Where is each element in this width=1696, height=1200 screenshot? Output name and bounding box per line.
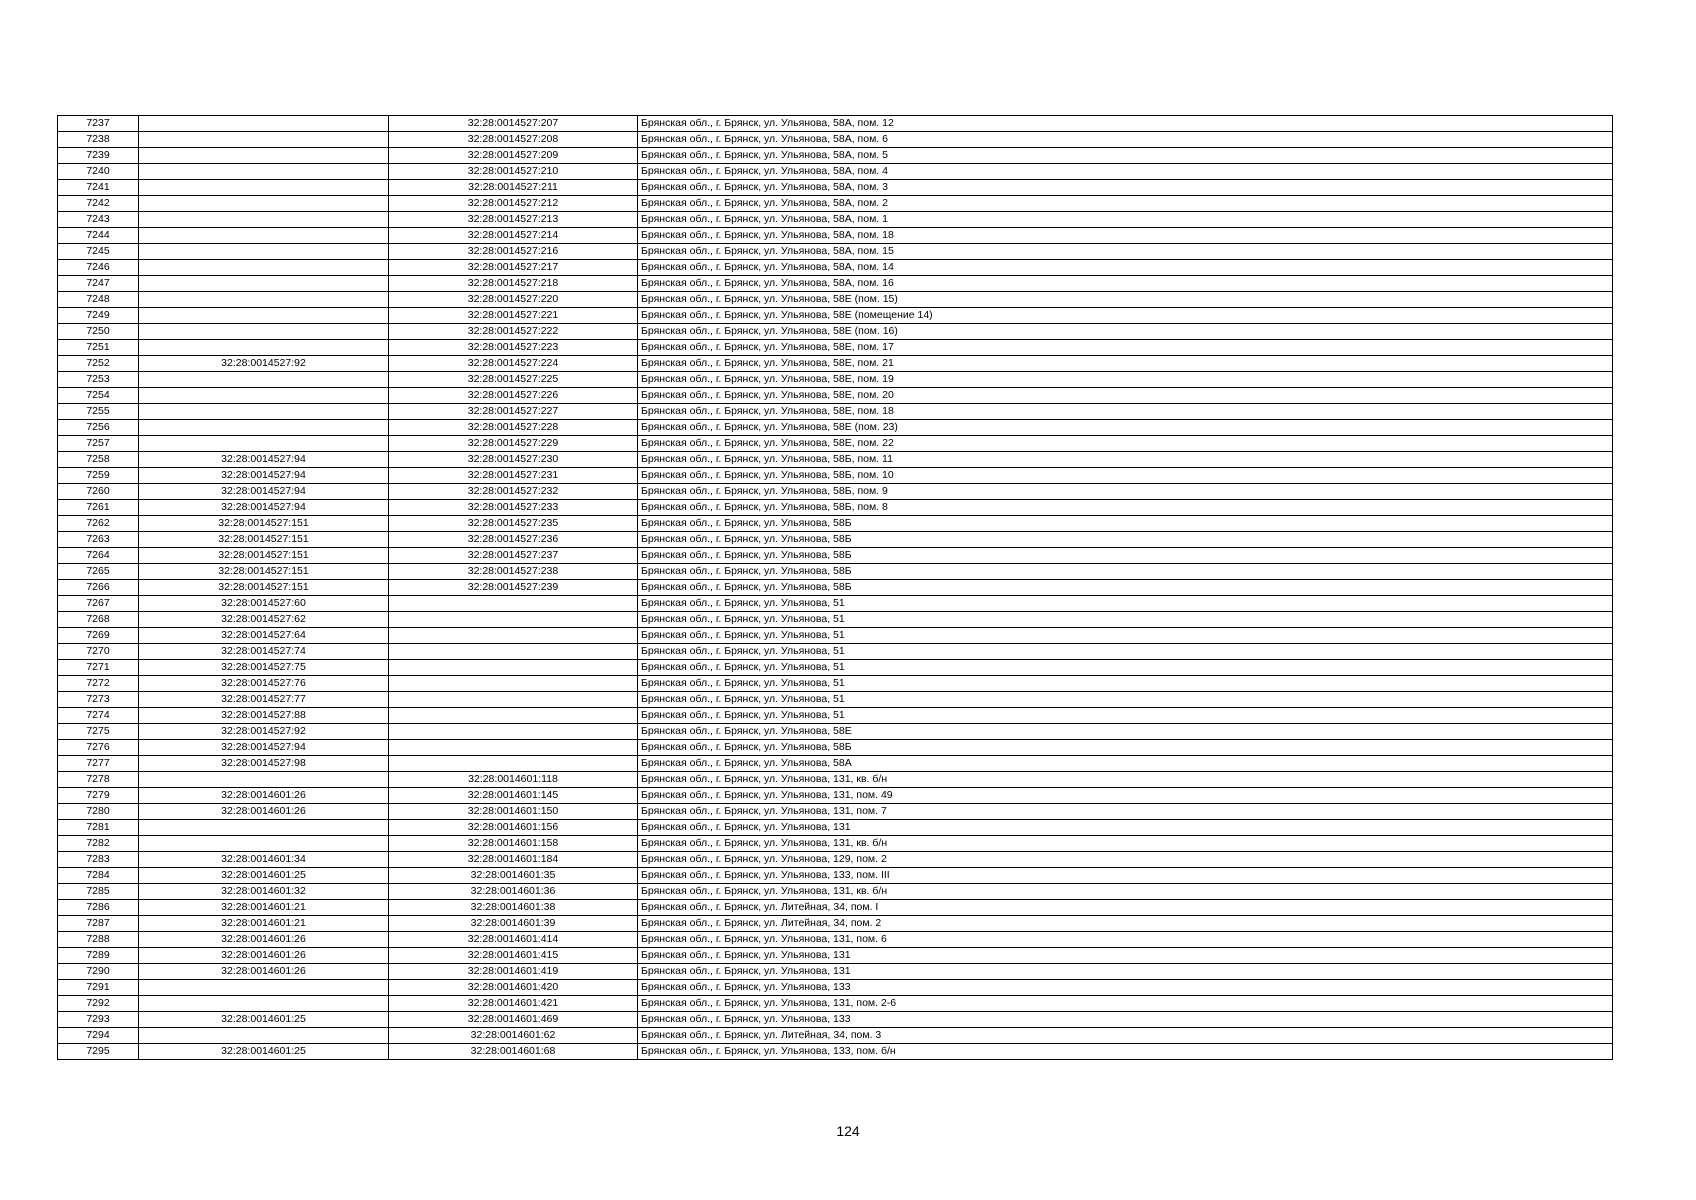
parcel-cadastral-number-cell: 32:28:0014527:151 xyxy=(139,548,389,564)
address-cell: Брянская обл., г. Брянск, ул. Ульянова, 58Е xyxy=(638,724,1613,740)
table-row xyxy=(58,260,1613,276)
row-number-cell: 7245 xyxy=(58,244,139,260)
parcel-cadastral-number-cell xyxy=(139,116,389,132)
table-row xyxy=(58,148,1613,164)
parcel-cadastral-number-cell xyxy=(139,244,389,260)
table-row xyxy=(58,292,1613,308)
object-cadastral-number-cell: 32:28:0014601:158 xyxy=(389,836,638,852)
address-cell: Брянская обл., г. Брянск, ул. Ульянова, 58А, пом. 12 xyxy=(638,116,1613,132)
object-cadastral-number-cell: 32:28:0014527:207 xyxy=(389,116,638,132)
table-row xyxy=(58,180,1613,196)
table-row xyxy=(58,116,1613,132)
row-number-cell: 7247 xyxy=(58,276,139,292)
address-cell: Брянская обл., г. Брянск, ул. Ульянова, 131 xyxy=(638,820,1613,836)
row-number-cell: 7248 xyxy=(58,292,139,308)
object-cadastral-number-cell: 32:28:0014527:229 xyxy=(389,436,638,452)
address-cell: Брянская обл., г. Брянск, ул. Ульянова, 58Б xyxy=(638,516,1613,532)
parcel-cadastral-number-cell: 32:28:0014601:21 xyxy=(139,916,389,932)
row-number-cell: 7261 xyxy=(58,500,139,516)
address-cell: Брянская обл., г. Брянск, ул. Ульянова, 58Б xyxy=(638,548,1613,564)
address-cell: Брянская обл., г. Брянск, ул. Ульянова, 129, пом. 2 xyxy=(638,852,1613,868)
object-cadastral-number-cell: 32:28:0014601:150 xyxy=(389,804,638,820)
address-cell: Брянская обл., г. Брянск, ул. Ульянова, 58А, пом. 16 xyxy=(638,276,1613,292)
parcel-cadastral-number-cell xyxy=(139,388,389,404)
table-row xyxy=(58,228,1613,244)
object-cadastral-number-cell: 32:28:0014527:225 xyxy=(389,372,638,388)
object-cadastral-number-cell: 32:28:0014527:210 xyxy=(389,164,638,180)
object-cadastral-number-cell: 32:28:0014527:227 xyxy=(389,404,638,420)
address-cell: Брянская обл., г. Брянск, ул. Ульянова, 58А xyxy=(638,756,1613,772)
parcel-cadastral-number-cell: 32:28:0014601:26 xyxy=(139,932,389,948)
object-cadastral-number-cell: 32:28:0014527:226 xyxy=(389,388,638,404)
address-cell: Брянская обл., г. Брянск, ул. Ульянова, 131, пом. 49 xyxy=(638,788,1613,804)
address-cell: Брянская обл., г. Брянск, ул. Ульянова, 58Б, пом. 11 xyxy=(638,452,1613,468)
row-number-cell: 7257 xyxy=(58,436,139,452)
table-row xyxy=(58,196,1613,212)
parcel-cadastral-number-cell: 32:28:0014527:94 xyxy=(139,468,389,484)
address-cell: Брянская обл., г. Брянск, ул. Ульянова, 58Е (пом. 16) xyxy=(638,324,1613,340)
address-cell: Брянская обл., г. Брянск, ул. Литейная, 34, пом. I xyxy=(638,900,1613,916)
parcel-cadastral-number-cell: 32:28:0014527:92 xyxy=(139,356,389,372)
row-number-cell: 7266 xyxy=(58,580,139,596)
table-row xyxy=(58,788,1613,804)
object-cadastral-number-cell: 32:28:0014527:233 xyxy=(389,500,638,516)
address-cell: Брянская обл., г. Брянск, ул. Ульянова, 58Е, пом. 21 xyxy=(638,356,1613,372)
row-number-cell: 7243 xyxy=(58,212,139,228)
table-row xyxy=(58,644,1613,660)
object-cadastral-number-cell xyxy=(389,612,638,628)
table-row xyxy=(58,708,1613,724)
object-cadastral-number-cell: 32:28:0014527:213 xyxy=(389,212,638,228)
parcel-cadastral-number-cell xyxy=(139,324,389,340)
address-cell: Брянская обл., г. Брянск, ул. Ульянова, 58А, пом. 6 xyxy=(638,132,1613,148)
parcel-cadastral-number-cell: 32:28:0014601:25 xyxy=(139,1044,389,1060)
row-number-cell: 7280 xyxy=(58,804,139,820)
parcel-cadastral-number-cell: 32:28:0014601:34 xyxy=(139,852,389,868)
row-number-cell: 7252 xyxy=(58,356,139,372)
object-cadastral-number-cell: 32:28:0014527:212 xyxy=(389,196,638,212)
address-cell: Брянская обл., г. Брянск, ул. Ульянова, 58Е (пом. 23) xyxy=(638,420,1613,436)
object-cadastral-number-cell: 32:28:0014601:36 xyxy=(389,884,638,900)
address-cell: Брянская обл., г. Брянск, ул. Ульянова, 58Е (помещение 14) xyxy=(638,308,1613,324)
address-cell: Брянская обл., г. Брянск, ул. Ульянова, 58Б xyxy=(638,740,1613,756)
row-number-cell: 7240 xyxy=(58,164,139,180)
object-cadastral-number-cell xyxy=(389,644,638,660)
table-row xyxy=(58,580,1613,596)
object-cadastral-number-cell: 32:28:0014601:68 xyxy=(389,1044,638,1060)
address-cell: Брянская обл., г. Брянск, ул. Ульянова, 58Б xyxy=(638,532,1613,548)
address-cell: Брянская обл., г. Брянск, ул. Ульянова, 58Б, пом. 8 xyxy=(638,500,1613,516)
address-cell: Брянская обл., г. Брянск, ул. Литейная, 34, пом. 3 xyxy=(638,1028,1613,1044)
address-cell: Брянская обл., г. Брянск, ул. Ульянова, 131 xyxy=(638,948,1613,964)
address-cell: Брянская обл., г. Брянск, ул. Ульянова, 133, пом. III xyxy=(638,868,1613,884)
object-cadastral-number-cell xyxy=(389,660,638,676)
object-cadastral-number-cell: 32:28:0014527:223 xyxy=(389,340,638,356)
parcel-cadastral-number-cell xyxy=(139,420,389,436)
row-number-cell: 7262 xyxy=(58,516,139,532)
parcel-cadastral-number-cell: 32:28:0014527:77 xyxy=(139,692,389,708)
row-number-cell: 7270 xyxy=(58,644,139,660)
address-cell: Брянская обл., г. Брянск, ул. Ульянова, 58Е, пом. 17 xyxy=(638,340,1613,356)
parcel-cadastral-number-cell xyxy=(139,772,389,788)
parcel-cadastral-number-cell xyxy=(139,148,389,164)
parcel-cadastral-number-cell xyxy=(139,164,389,180)
row-number-cell: 7238 xyxy=(58,132,139,148)
row-number-cell: 7258 xyxy=(58,452,139,468)
table-row xyxy=(58,452,1613,468)
table-row xyxy=(58,676,1613,692)
row-number-cell: 7255 xyxy=(58,404,139,420)
parcel-cadastral-number-cell: 32:28:0014601:21 xyxy=(139,900,389,916)
row-number-cell: 7291 xyxy=(58,980,139,996)
object-cadastral-number-cell: 32:28:0014527:231 xyxy=(389,468,638,484)
parcel-cadastral-number-cell: 32:28:0014527:76 xyxy=(139,676,389,692)
object-cadastral-number-cell: 32:28:0014527:220 xyxy=(389,292,638,308)
row-number-cell: 7275 xyxy=(58,724,139,740)
parcel-cadastral-number-cell: 32:28:0014527:88 xyxy=(139,708,389,724)
table-row xyxy=(58,484,1613,500)
object-cadastral-number-cell: 32:28:0014527:222 xyxy=(389,324,638,340)
table-row xyxy=(58,1012,1613,1028)
table-row xyxy=(58,596,1613,612)
object-cadastral-number-cell: 32:28:0014601:420 xyxy=(389,980,638,996)
parcel-cadastral-number-cell xyxy=(139,372,389,388)
row-number-cell: 7244 xyxy=(58,228,139,244)
table-row xyxy=(58,372,1613,388)
row-number-cell: 7239 xyxy=(58,148,139,164)
address-cell: Брянская обл., г. Брянск, ул. Ульянова, 51 xyxy=(638,628,1613,644)
object-cadastral-number-cell: 32:28:0014527:232 xyxy=(389,484,638,500)
table-row xyxy=(58,612,1613,628)
parcel-cadastral-number-cell: 32:28:0014601:32 xyxy=(139,884,389,900)
address-cell: Брянская обл., г. Брянск, ул. Ульянова, 58А, пом. 18 xyxy=(638,228,1613,244)
parcel-cadastral-number-cell xyxy=(139,196,389,212)
row-number-cell: 7271 xyxy=(58,660,139,676)
row-number-cell: 7265 xyxy=(58,564,139,580)
table-row xyxy=(58,660,1613,676)
table-row xyxy=(58,868,1613,884)
address-cell: Брянская обл., г. Брянск, ул. Ульянова, 131, кв. б/н xyxy=(638,836,1613,852)
table-row xyxy=(58,516,1613,532)
address-cell: Брянская обл., г. Брянск, ул. Ульянова, 51 xyxy=(638,692,1613,708)
object-cadastral-number-cell: 32:28:0014527:228 xyxy=(389,420,638,436)
parcel-cadastral-number-cell xyxy=(139,308,389,324)
table-row xyxy=(58,468,1613,484)
object-cadastral-number-cell: 32:28:0014527:221 xyxy=(389,308,638,324)
table-row xyxy=(58,548,1613,564)
row-number-cell: 7264 xyxy=(58,548,139,564)
row-number-cell: 7294 xyxy=(58,1028,139,1044)
table-row xyxy=(58,740,1613,756)
row-number-cell: 7260 xyxy=(58,484,139,500)
address-cell: Брянская обл., г. Брянск, ул. Ульянова, 58Е, пом. 20 xyxy=(638,388,1613,404)
parcel-cadastral-number-cell: 32:28:0014527:92 xyxy=(139,724,389,740)
parcel-cadastral-number-cell xyxy=(139,436,389,452)
object-cadastral-number-cell xyxy=(389,676,638,692)
parcel-cadastral-number-cell: 32:28:0014527:151 xyxy=(139,516,389,532)
parcel-cadastral-number-cell: 32:28:0014601:26 xyxy=(139,804,389,820)
object-cadastral-number-cell: 32:28:0014527:217 xyxy=(389,260,638,276)
address-cell: Брянская обл., г. Брянск, ул. Ульянова, 58А, пом. 2 xyxy=(638,196,1613,212)
address-cell: Брянская обл., г. Брянск, ул. Ульянова, 58А, пом. 15 xyxy=(638,244,1613,260)
address-cell: Брянская обл., г. Брянск, ул. Ульянова, 58А, пом. 4 xyxy=(638,164,1613,180)
parcel-cadastral-number-cell xyxy=(139,980,389,996)
object-cadastral-number-cell xyxy=(389,692,638,708)
object-cadastral-number-cell: 32:28:0014601:156 xyxy=(389,820,638,836)
address-cell: Брянская обл., г. Брянск, ул. Ульянова, 58Е, пом. 22 xyxy=(638,436,1613,452)
address-cell: Брянская обл., г. Брянск, ул. Ульянова, 51 xyxy=(638,708,1613,724)
row-number-cell: 7295 xyxy=(58,1044,139,1060)
object-cadastral-number-cell: 32:28:0014527:236 xyxy=(389,532,638,548)
table-row xyxy=(58,836,1613,852)
table-row xyxy=(58,308,1613,324)
row-number-cell: 7268 xyxy=(58,612,139,628)
address-cell: Брянская обл., г. Брянск, ул. Ульянова, 133, пом. б/н xyxy=(638,1044,1613,1060)
address-cell: Брянская обл., г. Брянск, ул. Ульянова, 131, пом. 7 xyxy=(638,804,1613,820)
table-row xyxy=(58,820,1613,836)
row-number-cell: 7276 xyxy=(58,740,139,756)
address-cell: Брянская обл., г. Брянск, ул. Литейная, 34, пом. 2 xyxy=(638,916,1613,932)
parcel-cadastral-number-cell: 32:28:0014527:151 xyxy=(139,580,389,596)
object-cadastral-number-cell xyxy=(389,708,638,724)
address-cell: Брянская обл., г. Брянск, ул. Ульянова, 131, кв. б/н xyxy=(638,772,1613,788)
object-cadastral-number-cell: 32:28:0014527:224 xyxy=(389,356,638,372)
row-number-cell: 7292 xyxy=(58,996,139,1012)
row-number-cell: 7273 xyxy=(58,692,139,708)
parcel-cadastral-number-cell xyxy=(139,228,389,244)
row-number-cell: 7259 xyxy=(58,468,139,484)
table-row xyxy=(58,948,1613,964)
table-row xyxy=(58,980,1613,996)
object-cadastral-number-cell: 32:28:0014601:35 xyxy=(389,868,638,884)
table-row xyxy=(58,932,1613,948)
table-row xyxy=(58,436,1613,452)
table-row xyxy=(58,276,1613,292)
table-row xyxy=(58,1028,1613,1044)
row-number-cell: 7250 xyxy=(58,324,139,340)
address-cell: Брянская обл., г. Брянск, ул. Ульянова, 58А, пом. 1 xyxy=(638,212,1613,228)
parcel-cadastral-number-cell xyxy=(139,292,389,308)
row-number-cell: 7277 xyxy=(58,756,139,772)
object-cadastral-number-cell: 32:28:0014527:235 xyxy=(389,516,638,532)
object-cadastral-number-cell: 32:28:0014601:145 xyxy=(389,788,638,804)
parcel-cadastral-number-cell: 32:28:0014601:26 xyxy=(139,948,389,964)
object-cadastral-number-cell: 32:28:0014601:469 xyxy=(389,1012,638,1028)
address-cell: Брянская обл., г. Брянск, ул. Ульянова, 51 xyxy=(638,644,1613,660)
row-number-cell: 7289 xyxy=(58,948,139,964)
object-cadastral-number-cell: 32:28:0014527:214 xyxy=(389,228,638,244)
parcel-cadastral-number-cell: 32:28:0014527:94 xyxy=(139,740,389,756)
parcel-cadastral-number-cell xyxy=(139,836,389,852)
row-number-cell: 7283 xyxy=(58,852,139,868)
address-cell: Брянская обл., г. Брянск, ул. Ульянова, 58Е, пом. 18 xyxy=(638,404,1613,420)
parcel-cadastral-number-cell: 32:28:0014527:60 xyxy=(139,596,389,612)
parcel-cadastral-number-cell xyxy=(139,340,389,356)
row-number-cell: 7241 xyxy=(58,180,139,196)
parcel-cadastral-number-cell xyxy=(139,180,389,196)
row-number-cell: 7274 xyxy=(58,708,139,724)
object-cadastral-number-cell: 32:28:0014527:239 xyxy=(389,580,638,596)
object-cadastral-number-cell xyxy=(389,756,638,772)
object-cadastral-number-cell: 32:28:0014601:415 xyxy=(389,948,638,964)
parcel-cadastral-number-cell: 32:28:0014601:26 xyxy=(139,788,389,804)
address-cell: Брянская обл., г. Брянск, ул. Ульянова, 58Б, пом. 9 xyxy=(638,484,1613,500)
parcel-cadastral-number-cell xyxy=(139,276,389,292)
address-cell: Брянская обл., г. Брянск, ул. Ульянова, 131, кв. б/н xyxy=(638,884,1613,900)
row-number-cell: 7237 xyxy=(58,116,139,132)
row-number-cell: 7279 xyxy=(58,788,139,804)
row-number-cell: 7253 xyxy=(58,372,139,388)
object-cadastral-number-cell: 32:28:0014527:238 xyxy=(389,564,638,580)
table-row xyxy=(58,884,1613,900)
row-number-cell: 7278 xyxy=(58,772,139,788)
table-row xyxy=(58,532,1613,548)
address-cell: Брянская обл., г. Брянск, ул. Ульянова, 58Б, пом. 10 xyxy=(638,468,1613,484)
row-number-cell: 7256 xyxy=(58,420,139,436)
row-number-cell: 7293 xyxy=(58,1012,139,1028)
address-cell: Брянская обл., г. Брянск, ул. Ульянова, 131, пом. 2-6 xyxy=(638,996,1613,1012)
row-number-cell: 7272 xyxy=(58,676,139,692)
address-cell: Брянская обл., г. Брянск, ул. Ульянова, 58Е, пом. 19 xyxy=(638,372,1613,388)
parcel-cadastral-number-cell xyxy=(139,132,389,148)
parcel-cadastral-number-cell xyxy=(139,996,389,1012)
parcel-cadastral-number-cell: 32:28:0014527:94 xyxy=(139,484,389,500)
table-row xyxy=(58,900,1613,916)
parcel-cadastral-number-cell xyxy=(139,1028,389,1044)
page-number: 124 xyxy=(836,1123,860,1139)
table-row xyxy=(58,772,1613,788)
table-row xyxy=(58,852,1613,868)
object-cadastral-number-cell: 32:28:0014601:184 xyxy=(389,852,638,868)
row-number-cell: 7285 xyxy=(58,884,139,900)
address-cell: Брянская обл., г. Брянск, ул. Ульянова, 51 xyxy=(638,596,1613,612)
row-number-cell: 7269 xyxy=(58,628,139,644)
row-number-cell: 7246 xyxy=(58,260,139,276)
row-number-cell: 7251 xyxy=(58,340,139,356)
parcel-cadastral-number-cell: 32:28:0014601:25 xyxy=(139,1012,389,1028)
table-row xyxy=(58,756,1613,772)
table-row xyxy=(58,404,1613,420)
address-cell: Брянская обл., г. Брянск, ул. Ульянова, 133 xyxy=(638,1012,1613,1028)
parcel-cadastral-number-cell: 32:28:0014527:94 xyxy=(139,452,389,468)
parcel-cadastral-number-cell: 32:28:0014527:62 xyxy=(139,612,389,628)
table-row xyxy=(58,916,1613,932)
row-number-cell: 7287 xyxy=(58,916,139,932)
parcel-cadastral-number-cell: 32:28:0014527:64 xyxy=(139,628,389,644)
object-cadastral-number-cell: 32:28:0014601:38 xyxy=(389,900,638,916)
address-cell: Брянская обл., г. Брянск, ул. Ульянова, 58А, пом. 14 xyxy=(638,260,1613,276)
table-row xyxy=(58,388,1613,404)
parcel-cadastral-number-cell: 32:28:0014527:75 xyxy=(139,660,389,676)
object-cadastral-number-cell xyxy=(389,628,638,644)
object-cadastral-number-cell xyxy=(389,724,638,740)
parcel-cadastral-number-cell xyxy=(139,820,389,836)
table-row xyxy=(58,356,1613,372)
object-cadastral-number-cell: 32:28:0014601:62 xyxy=(389,1028,638,1044)
table-row xyxy=(58,244,1613,260)
object-cadastral-number-cell: 32:28:0014601:414 xyxy=(389,932,638,948)
table-row xyxy=(58,164,1613,180)
table-row xyxy=(58,420,1613,436)
row-number-cell: 7242 xyxy=(58,196,139,212)
row-number-cell: 7254 xyxy=(58,388,139,404)
parcel-cadastral-number-cell xyxy=(139,404,389,420)
address-cell: Брянская обл., г. Брянск, ул. Ульянова, 51 xyxy=(638,660,1613,676)
row-number-cell: 7249 xyxy=(58,308,139,324)
address-cell: Брянская обл., г. Брянск, ул. Ульянова, 58Б xyxy=(638,580,1613,596)
parcel-cadastral-number-cell: 32:28:0014527:94 xyxy=(139,500,389,516)
table-row xyxy=(58,500,1613,516)
table-row xyxy=(58,324,1613,340)
parcel-cadastral-number-cell: 32:28:0014601:26 xyxy=(139,964,389,980)
address-cell: Брянская обл., г. Брянск, ул. Ульянова, 58А, пом. 5 xyxy=(638,148,1613,164)
object-cadastral-number-cell: 32:28:0014601:419 xyxy=(389,964,638,980)
table-row xyxy=(58,132,1613,148)
address-cell: Брянская обл., г. Брянск, ул. Ульянова, 51 xyxy=(638,676,1613,692)
parcel-cadastral-number-cell: 32:28:0014527:98 xyxy=(139,756,389,772)
table-row xyxy=(58,628,1613,644)
table-row xyxy=(58,724,1613,740)
object-cadastral-number-cell: 32:28:0014527:209 xyxy=(389,148,638,164)
table-row xyxy=(58,1044,1613,1060)
object-cadastral-number-cell: 32:28:0014527:230 xyxy=(389,452,638,468)
row-number-cell: 7288 xyxy=(58,932,139,948)
table-row xyxy=(58,564,1613,580)
object-cadastral-number-cell: 32:28:0014601:118 xyxy=(389,772,638,788)
row-number-cell: 7282 xyxy=(58,836,139,852)
row-number-cell: 7267 xyxy=(58,596,139,612)
object-cadastral-number-cell: 32:28:0014527:208 xyxy=(389,132,638,148)
row-number-cell: 7284 xyxy=(58,868,139,884)
table-row xyxy=(58,340,1613,356)
table-row xyxy=(58,804,1613,820)
address-cell: Брянская обл., г. Брянск, ул. Ульянова, 58Б xyxy=(638,564,1613,580)
row-number-cell: 7263 xyxy=(58,532,139,548)
object-cadastral-number-cell: 32:28:0014601:421 xyxy=(389,996,638,1012)
parcel-cadastral-number-cell: 32:28:0014601:25 xyxy=(139,868,389,884)
row-number-cell: 7290 xyxy=(58,964,139,980)
parcel-cadastral-number-cell xyxy=(139,212,389,228)
row-number-cell: 7286 xyxy=(58,900,139,916)
address-cell: Брянская обл., г. Брянск, ул. Ульянова, 58Е (пом. 15) xyxy=(638,292,1613,308)
object-cadastral-number-cell: 32:28:0014527:216 xyxy=(389,244,638,260)
object-cadastral-number-cell: 32:28:0014601:39 xyxy=(389,916,638,932)
table-row xyxy=(58,692,1613,708)
parcel-cadastral-number-cell xyxy=(139,260,389,276)
cadastral-table xyxy=(57,115,1613,1060)
object-cadastral-number-cell: 32:28:0014527:237 xyxy=(389,548,638,564)
parcel-cadastral-number-cell: 32:28:0014527:151 xyxy=(139,532,389,548)
address-cell: Брянская обл., г. Брянск, ул. Ульянова, 51 xyxy=(638,612,1613,628)
object-cadastral-number-cell xyxy=(389,740,638,756)
object-cadastral-number-cell: 32:28:0014527:211 xyxy=(389,180,638,196)
table-row xyxy=(58,964,1613,980)
address-cell: Брянская обл., г. Брянск, ул. Ульянова, 131 xyxy=(638,964,1613,980)
object-cadastral-number-cell xyxy=(389,596,638,612)
address-cell: Брянская обл., г. Брянск, ул. Ульянова, 58А, пом. 3 xyxy=(638,180,1613,196)
parcel-cadastral-number-cell: 32:28:0014527:151 xyxy=(139,564,389,580)
address-cell: Брянская обл., г. Брянск, ул. Ульянова, 131, пом. 6 xyxy=(638,932,1613,948)
parcel-cadastral-number-cell: 32:28:0014527:74 xyxy=(139,644,389,660)
table-body xyxy=(58,116,1613,1060)
object-cadastral-number-cell: 32:28:0014527:218 xyxy=(389,276,638,292)
table-row xyxy=(58,996,1613,1012)
table-row xyxy=(58,212,1613,228)
address-cell: Брянская обл., г. Брянск, ул. Ульянова, 133 xyxy=(638,980,1613,996)
row-number-cell: 7281 xyxy=(58,820,139,836)
